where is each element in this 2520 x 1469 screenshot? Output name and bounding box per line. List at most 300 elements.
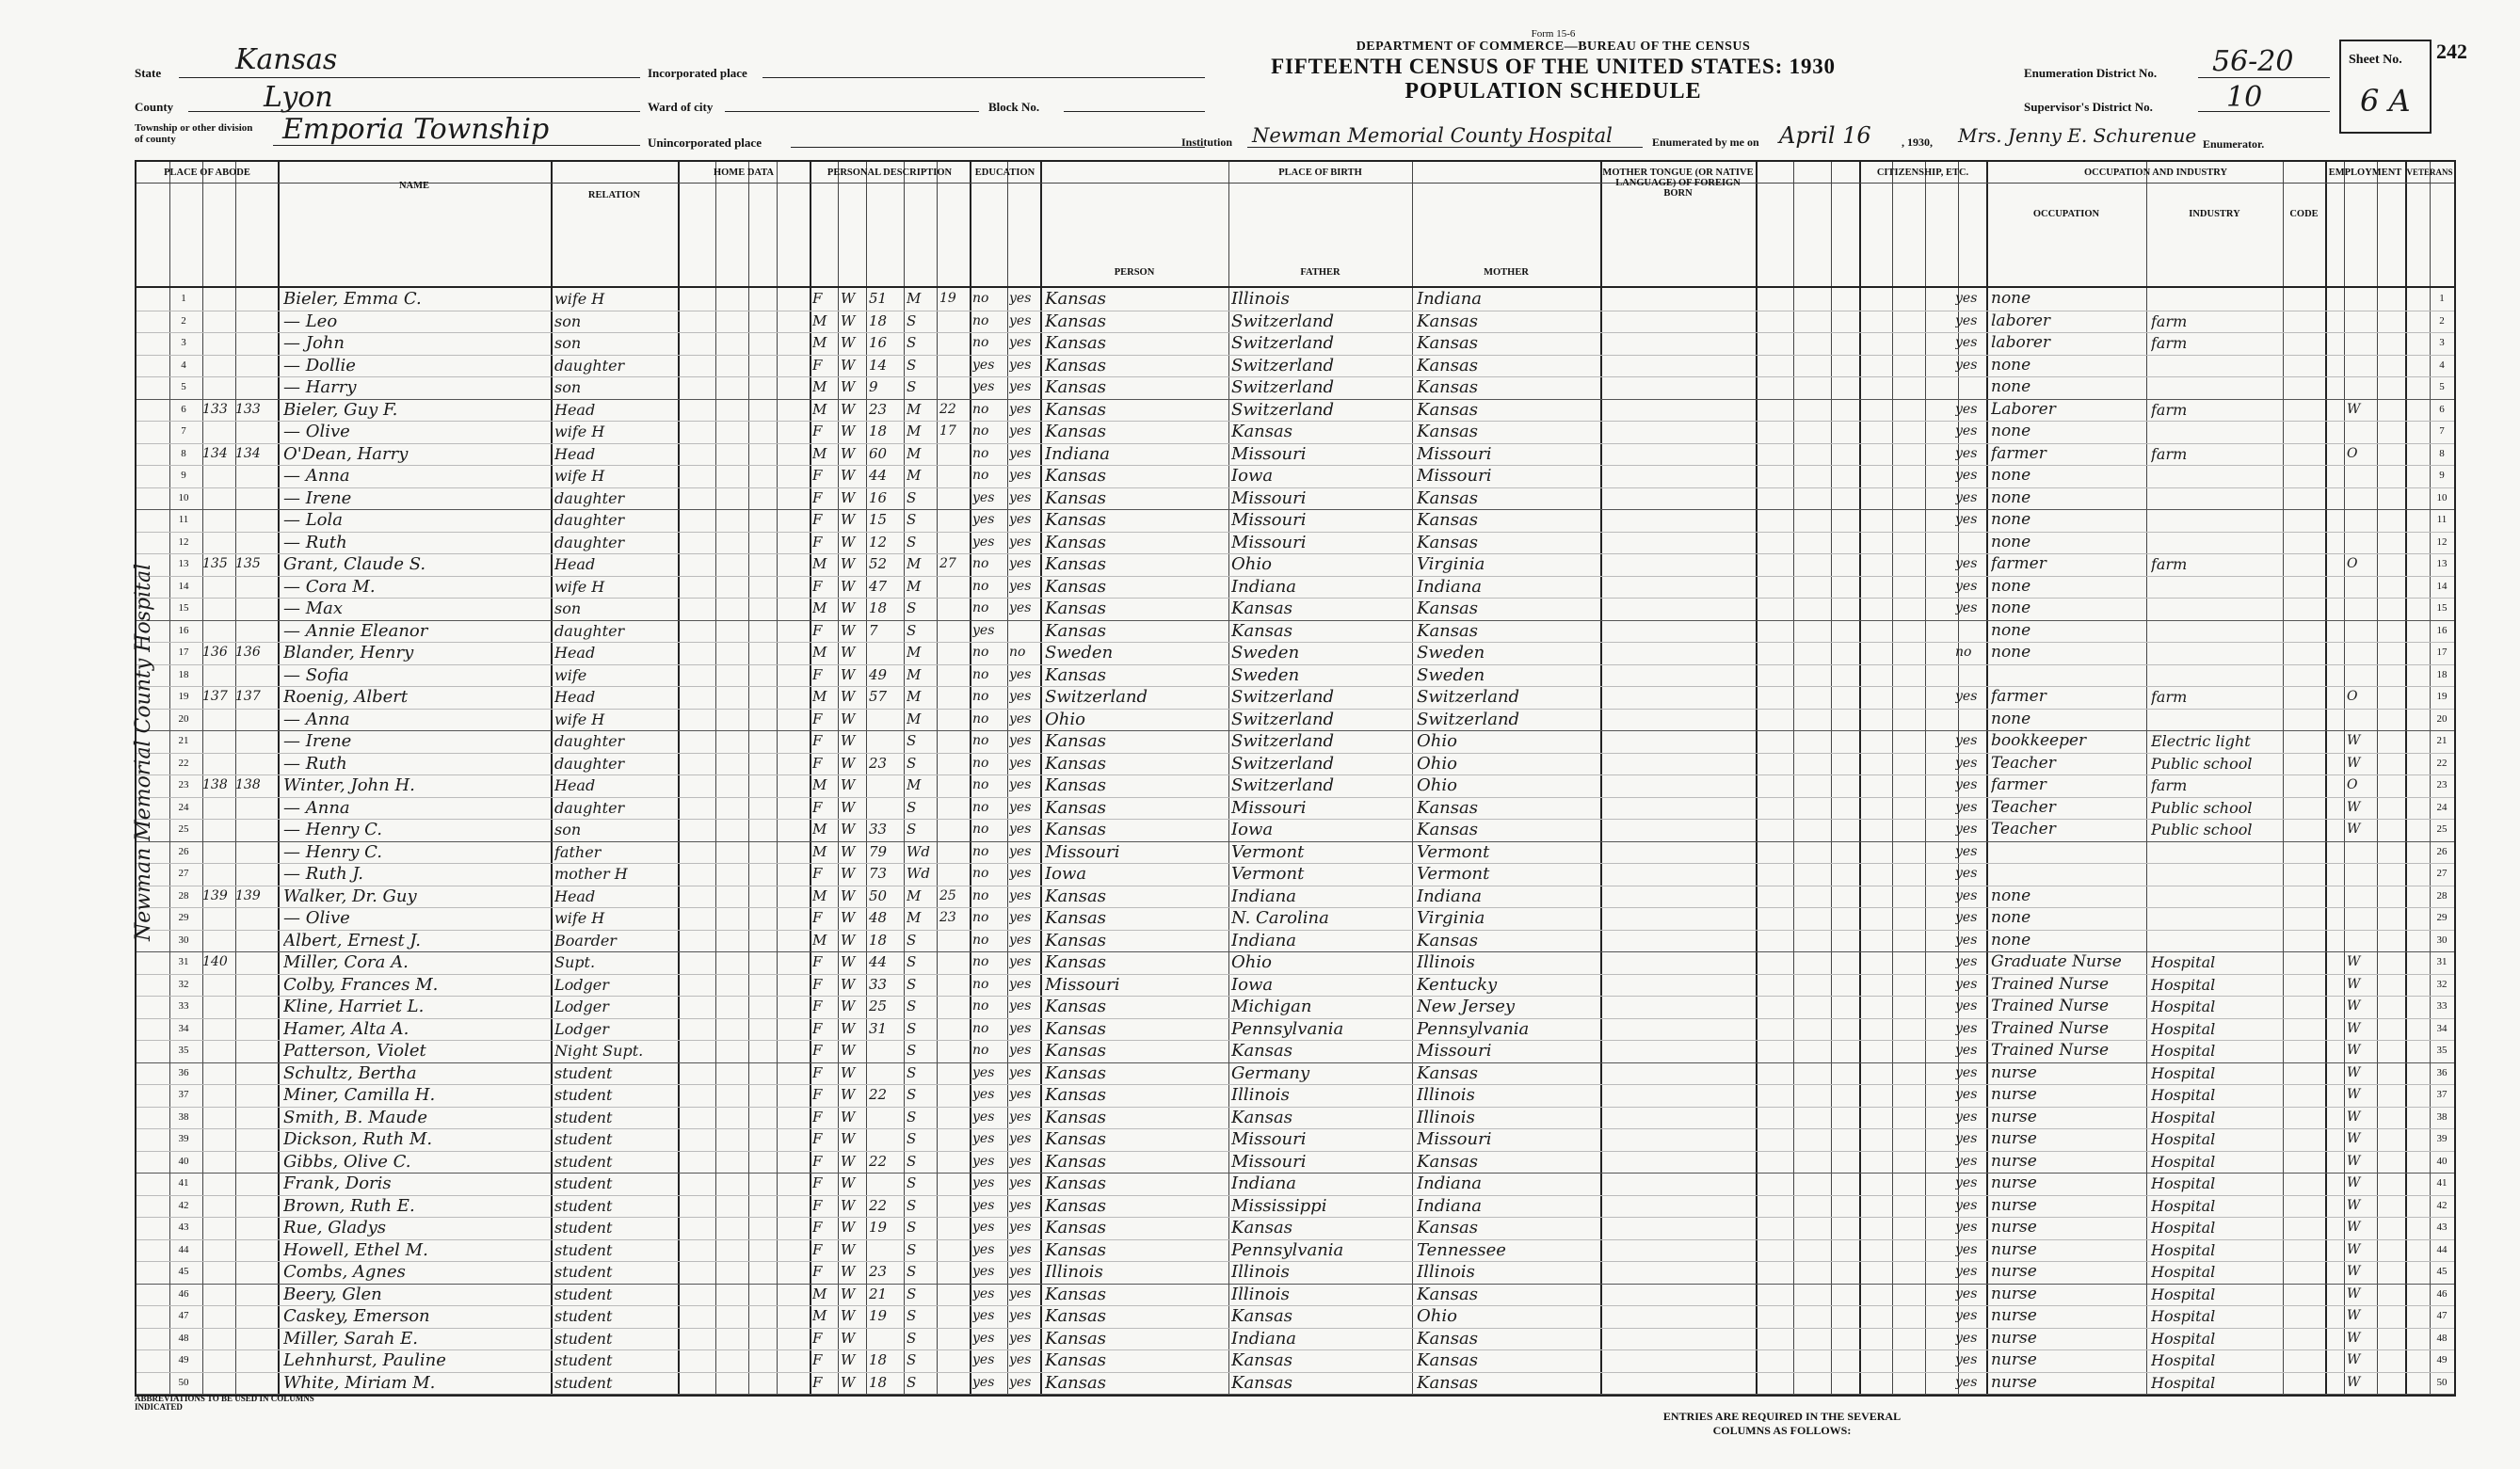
cell-dwelling: 133 <box>202 401 228 417</box>
sheet-label: Sheet No. <box>2349 53 2402 67</box>
cell-sex: M <box>812 776 827 793</box>
cell-person: Kansas <box>1045 775 1106 795</box>
cell-age-married <box>939 797 968 819</box>
row-number: 2 <box>181 314 186 327</box>
table-row <box>136 443 2454 467</box>
cell-race: W <box>841 467 856 484</box>
table-row <box>136 996 2454 1019</box>
cell-school: yes <box>972 512 995 527</box>
cell-read: yes <box>1009 468 1032 483</box>
row-number-right: 3 <box>2439 337 2445 348</box>
row-number-right: 10 <box>2436 491 2448 503</box>
group-personal-description: PERSONAL DESCRIPTION <box>827 168 953 178</box>
table-row <box>136 709 2454 732</box>
cell-dwelling <box>202 907 235 929</box>
cell-person: Kansas <box>1045 952 1106 972</box>
cell-occupation: nurse <box>1991 1372 2037 1392</box>
cell-age: 52 <box>869 555 888 572</box>
cell-dwelling <box>202 465 235 487</box>
cell-sex: F <box>812 1240 823 1258</box>
cell-family <box>235 1084 278 1106</box>
cell-marital: S <box>907 1219 917 1236</box>
cell-race: W <box>841 290 856 307</box>
table-row <box>136 1084 2454 1108</box>
cell-father: Switzerland <box>1231 311 1335 331</box>
cell-industry <box>2151 620 2281 642</box>
cell-relation: son <box>554 821 582 838</box>
cell-industry: Hospital <box>2151 1063 2216 1082</box>
cell-industry <box>2151 886 2281 907</box>
cell-industry: Hospital <box>2151 1219 2216 1237</box>
row-number-right: 29 <box>2436 912 2448 923</box>
cell-english: yes <box>1955 468 1978 483</box>
cell-industry: Hospital <box>2151 1042 2216 1060</box>
cell-english: yes <box>1955 822 1978 837</box>
cell-age: 22 <box>869 1196 888 1214</box>
cell-dwelling <box>202 709 235 730</box>
row-number-right: 24 <box>2436 801 2448 813</box>
cell-family <box>235 465 278 487</box>
cell-race: W <box>841 311 856 329</box>
cell-name: Kline, Harriet L. <box>283 997 425 1016</box>
cell-wc <box>2347 288 2375 310</box>
cell-industry <box>2151 642 2281 663</box>
subhead-father: FATHER <box>1300 267 1340 278</box>
cell-age <box>869 1328 903 1349</box>
cell-read: yes <box>1009 733 1032 748</box>
cell-school: no <box>972 866 989 881</box>
cell-father: Switzerland <box>1231 687 1335 707</box>
cell-wc <box>2347 311 2375 332</box>
table-row <box>136 532 2454 555</box>
cell-read: yes <box>1009 822 1032 837</box>
cell-family <box>235 1107 278 1128</box>
cell-race: W <box>841 1240 856 1258</box>
cell-occupation: Trained Nurse <box>1991 974 2110 994</box>
cell-name: — Lola <box>283 510 343 530</box>
cell-school: no <box>972 291 989 306</box>
enumerator-label: Enumerator. <box>2203 137 2265 151</box>
row-number: 10 <box>178 491 189 503</box>
cell-english: yes <box>1955 1064 1978 1080</box>
cell-race: W <box>841 1373 856 1391</box>
cell-marital: S <box>907 953 917 970</box>
cell-family <box>235 1151 278 1173</box>
cell-person: Kansas <box>1045 908 1106 928</box>
cell-marital: M <box>907 444 922 462</box>
cell-mother: Kansas <box>1417 1062 1478 1083</box>
cell-mother: Vermont <box>1417 864 1490 884</box>
row-number: 6 <box>181 403 186 415</box>
abbreviations-title: ABBREVIATIONS TO BE USED IN COLUMNS INDICATED <box>135 1394 314 1412</box>
cell-wc <box>2347 421 2375 442</box>
entries-required-title: ENTRIES ARE REQUIRED IN THE SEVERAL COLUMNS AS FOLLOWS: <box>1662 1410 1902 1437</box>
county-value: Lyon <box>264 81 333 114</box>
cell-sex: F <box>812 1329 823 1347</box>
cell-person: Kansas <box>1045 1129 1106 1149</box>
cell-age: 22 <box>869 1086 888 1103</box>
cell-age: 18 <box>869 1373 888 1391</box>
table-row <box>136 686 2454 710</box>
cell-father: Indiana <box>1231 1328 1297 1349</box>
cell-sex: F <box>812 754 823 772</box>
cell-marital: S <box>907 311 917 329</box>
cell-mother: Tennessee <box>1417 1239 1506 1260</box>
row-number: 36 <box>178 1066 189 1078</box>
cell-marital: M <box>907 400 922 418</box>
cell-father: Vermont <box>1231 864 1305 884</box>
cell-school: no <box>972 887 989 903</box>
cell-relation: student <box>554 1373 613 1392</box>
cell-name: Smith, B. Maude <box>283 1107 428 1127</box>
cell-sex: M <box>812 842 827 860</box>
cell-school: no <box>972 998 989 1014</box>
table-row <box>136 1107 2454 1130</box>
cell-family: 139 <box>235 887 261 903</box>
cell-industry: Hospital <box>2151 1086 2216 1104</box>
row-number-right: 7 <box>2439 425 2445 437</box>
cell-school: yes <box>972 1131 995 1146</box>
cell-race: W <box>841 400 856 418</box>
cell-occupation: Trained Nurse <box>1991 997 2110 1015</box>
cell-english: yes <box>1955 1109 1978 1125</box>
cell-dwelling <box>202 1261 235 1283</box>
cell-relation: Head <box>554 555 596 573</box>
cell-industry: Hospital <box>2151 1329 2216 1348</box>
cell-dwelling <box>202 1328 235 1349</box>
cell-family <box>235 709 278 730</box>
ed-value: 56-20 <box>2212 45 2294 78</box>
row-number: 47 <box>178 1310 189 1321</box>
cell-name: — Sofia <box>283 664 349 685</box>
title-block <box>1214 28 1892 104</box>
cell-relation: daughter <box>554 621 625 640</box>
cell-industry <box>2151 709 2281 730</box>
cell-family: 135 <box>235 556 261 571</box>
cell-sex: M <box>812 886 827 904</box>
cell-race: W <box>841 821 856 838</box>
cell-dwelling <box>202 996 235 1017</box>
cell-age: 73 <box>869 865 888 882</box>
cell-sex: F <box>812 909 823 926</box>
cell-person: Kansas <box>1045 1306 1106 1326</box>
cell-sex: M <box>812 931 827 949</box>
cell-marital: S <box>907 998 917 1014</box>
cell-age: 31 <box>869 1019 888 1037</box>
cell-school: no <box>972 822 989 837</box>
cell-family: 138 <box>235 777 261 792</box>
cell-race: W <box>841 533 856 551</box>
cell-age: 23 <box>869 400 888 418</box>
cell-industry <box>2151 288 2281 310</box>
cell-marital: S <box>907 1373 917 1391</box>
cell-occupation: nurse <box>1991 1328 2037 1348</box>
township-value: Emporia Township <box>282 113 550 146</box>
row-number-right: 48 <box>2436 1332 2448 1344</box>
institution-value: Newman Memorial County Hospital <box>1252 124 1613 147</box>
cell-sex: M <box>812 555 827 572</box>
row-number: 15 <box>178 602 189 614</box>
table-row <box>136 1305 2454 1329</box>
cell-english: yes <box>1955 843 1978 859</box>
cell-marital: M <box>907 290 922 307</box>
cell-industry <box>2151 930 2281 951</box>
cell-person: Kansas <box>1045 1284 1106 1304</box>
cell-father: Indiana <box>1231 576 1297 597</box>
cell-sex: M <box>812 821 827 838</box>
cell-relation: daughter <box>554 754 625 773</box>
cell-mother: Kentucky <box>1417 974 1498 995</box>
cell-occupation: none <box>1991 422 2031 440</box>
cell-dwelling <box>202 1128 235 1150</box>
cell-english: yes <box>1955 312 1978 328</box>
row-number-right: 15 <box>2436 602 2448 614</box>
cell-english: yes <box>1955 799 1978 815</box>
cell-age: 23 <box>869 754 888 772</box>
cell-age-married <box>939 1372 968 1394</box>
cell-father: Michigan <box>1231 997 1312 1016</box>
cell-name: Brown, Ruth E. <box>283 1195 415 1216</box>
cell-father: Missouri <box>1231 797 1307 818</box>
cell-age-married: 19 <box>939 291 956 306</box>
cell-marital: M <box>907 423 922 439</box>
cell-occupation: none <box>1991 355 2031 375</box>
cell-marital: S <box>907 732 917 749</box>
county-label: County <box>135 100 174 114</box>
cell-family <box>235 1328 278 1349</box>
cell-person: Ohio <box>1045 709 1085 729</box>
enumerated-date: April 16 <box>1779 122 1871 149</box>
cell-race: W <box>841 754 856 772</box>
row-number: 28 <box>178 889 189 902</box>
cell-occupation: nurse <box>1991 1085 2037 1104</box>
cell-read: yes <box>1009 755 1032 771</box>
cell-age-married <box>939 1217 968 1238</box>
row-number: 1 <box>181 293 186 304</box>
table-row <box>136 620 2454 644</box>
cell-relation: wife H <box>554 290 605 308</box>
cell-read: yes <box>1009 711 1032 727</box>
cell-age: 16 <box>869 334 888 351</box>
cell-marital: M <box>907 776 922 793</box>
cell-dwelling: 137 <box>202 689 228 704</box>
cell-race: W <box>841 378 856 395</box>
cell-mother: Illinois <box>1417 1107 1475 1127</box>
cell-relation: wife H <box>554 577 605 596</box>
cell-name: Dickson, Ruth M. <box>283 1129 433 1149</box>
row-number: 26 <box>178 845 189 857</box>
cell-read: yes <box>1009 423 1032 439</box>
cell-family <box>235 930 278 951</box>
cell-age-married <box>939 753 968 774</box>
cell-family <box>235 1284 278 1305</box>
cell-marital: S <box>907 621 917 639</box>
cell-father: Switzerland <box>1231 355 1335 375</box>
cell-read: yes <box>1009 556 1032 571</box>
cell-age-married <box>939 1128 968 1150</box>
cell-read: yes <box>1009 1374 1032 1390</box>
cell-age-married <box>939 1151 968 1173</box>
row-number: 3 <box>181 337 186 348</box>
row-number-right: 38 <box>2436 1110 2448 1123</box>
cell-family <box>235 1372 278 1394</box>
cell-industry: Hospital <box>2151 1152 2216 1171</box>
cell-sex: F <box>812 665 823 683</box>
table-row <box>136 376 2454 400</box>
cell-english: yes <box>1955 1374 1978 1390</box>
cell-family <box>235 532 278 553</box>
group-education: EDUCATION <box>974 168 1035 178</box>
cell-race: W <box>841 1063 856 1081</box>
cell-age <box>869 774 903 796</box>
cell-age-married <box>939 863 968 885</box>
cell-school: no <box>972 423 989 439</box>
cell-english: no <box>1955 645 1972 660</box>
cell-industry <box>2151 532 2281 553</box>
cell-age-married <box>939 974 968 996</box>
cell-school: no <box>972 733 989 748</box>
cell-industry: Hospital <box>2151 1108 2216 1126</box>
cell-marital: S <box>907 1329 917 1347</box>
cell-race: W <box>841 1351 856 1368</box>
cell-father: Indiana <box>1231 1174 1297 1193</box>
cell-relation: daughter <box>554 533 625 551</box>
cell-wc <box>2347 907 2375 929</box>
group-citizenship: CITIZENSHIP, ETC. <box>1876 168 1969 178</box>
cell-dwelling <box>202 1239 235 1261</box>
cell-person: Kansas <box>1045 1372 1106 1393</box>
cell-wc: W <box>2347 954 2361 969</box>
cell-race: W <box>841 776 856 793</box>
cell-relation: son <box>554 311 582 330</box>
cell-mother: Illinois <box>1417 1085 1475 1105</box>
cell-dwelling <box>202 620 235 642</box>
cell-wc: O <box>2347 689 2358 704</box>
cell-age-married <box>939 487 968 509</box>
cell-person: Kansas <box>1045 797 1106 818</box>
cell-marital: M <box>907 688 922 705</box>
row-number-right: 26 <box>2436 845 2448 857</box>
table-row <box>136 509 2454 533</box>
cell-dwelling <box>202 288 235 310</box>
cell-read: yes <box>1009 312 1032 328</box>
cell-person: Sweden <box>1045 643 1114 663</box>
cell-marital: S <box>907 334 917 351</box>
cell-name: — Irene <box>283 731 352 751</box>
cell-dwelling <box>202 1062 235 1084</box>
cell-family <box>235 730 278 752</box>
cell-name: — Harry <box>283 377 357 397</box>
cell-occupation <box>1991 863 2144 885</box>
cell-marital: S <box>907 1307 917 1324</box>
cell-industry: Hospital <box>2151 998 2216 1015</box>
cell-race: W <box>841 555 856 572</box>
cell-english: yes <box>1955 1264 1978 1279</box>
cell-read: yes <box>1009 1020 1032 1036</box>
cell-english: yes <box>1955 1131 1978 1146</box>
cell-english: yes <box>1955 1285 1978 1301</box>
cell-father: Kansas <box>1231 1350 1292 1370</box>
row-number: 49 <box>178 1354 189 1365</box>
row-number: 41 <box>178 1177 189 1189</box>
cell-relation: Supt. <box>554 953 596 971</box>
cell-dwelling <box>202 598 235 619</box>
row-number: 21 <box>178 735 189 746</box>
cell-read: yes <box>1009 335 1032 350</box>
cell-wc <box>2347 642 2375 663</box>
cell-race: W <box>841 621 856 639</box>
cell-person: Illinois <box>1045 1262 1103 1282</box>
row-number-right: 47 <box>2436 1310 2448 1321</box>
cell-person: Kansas <box>1045 1195 1106 1216</box>
cell-english: yes <box>1955 910 1978 925</box>
cell-age: 7 <box>869 621 878 639</box>
cell-industry: Hospital <box>2151 1240 2216 1259</box>
cell-family: 134 <box>235 445 261 461</box>
cell-father: Iowa <box>1231 820 1274 839</box>
cell-wc: O <box>2347 445 2358 461</box>
row-number-right: 16 <box>2436 624 2448 636</box>
cell-sex: F <box>812 1219 823 1236</box>
cell-marital: S <box>907 1152 917 1170</box>
cell-mother: Kansas <box>1417 797 1478 818</box>
cell-dwelling <box>202 664 235 686</box>
cell-age: 18 <box>869 1351 888 1368</box>
table-row <box>136 1062 2454 1086</box>
cell-father: Germany <box>1231 1062 1310 1083</box>
cell-read: yes <box>1009 689 1032 704</box>
cell-name: Combs, Agnes <box>283 1262 406 1282</box>
cell-read: yes <box>1009 1131 1032 1146</box>
row-number-right: 34 <box>2436 1022 2448 1034</box>
cell-age: 19 <box>869 1307 888 1324</box>
cell-marital: S <box>907 1086 917 1103</box>
cell-name: Winter, John H. <box>283 775 415 795</box>
row-number: 5 <box>181 381 186 392</box>
cell-sex: F <box>812 1019 823 1037</box>
row-number: 11 <box>178 514 189 525</box>
cell-marital: M <box>907 467 922 484</box>
cell-marital: Wd <box>907 865 931 882</box>
cell-age-married <box>939 1261 968 1283</box>
cell-age: 21 <box>869 1285 888 1302</box>
cell-age: 33 <box>869 975 888 993</box>
cell-industry: Hospital <box>2151 1019 2216 1038</box>
cell-person: Kansas <box>1045 355 1106 375</box>
block-line <box>1064 111 1205 112</box>
row-number-right: 49 <box>2436 1354 2448 1365</box>
cell-person: Kansas <box>1045 466 1106 486</box>
cell-sex: F <box>812 1130 823 1147</box>
cell-mother: Kansas <box>1417 599 1478 618</box>
enumerated-year: , 1930, <box>1902 136 1933 149</box>
cell-school: yes <box>972 622 995 638</box>
cell-occupation: Trained Nurse <box>1991 1018 2110 1038</box>
cell-age-married <box>939 598 968 619</box>
cell-sex: M <box>812 599 827 616</box>
cell-person: Kansas <box>1045 532 1106 552</box>
table-body <box>136 288 2454 1395</box>
cell-marital: S <box>907 599 917 616</box>
cell-english: yes <box>1955 998 1978 1014</box>
table-row <box>136 1128 2454 1152</box>
sheet-value: 6 A <box>2360 83 2411 119</box>
cell-school: yes <box>972 1064 995 1080</box>
cell-age: 22 <box>869 1152 888 1170</box>
cell-wc <box>2347 532 2375 553</box>
cell-age: 9 <box>869 378 878 395</box>
cell-industry: Public school <box>2151 754 2253 773</box>
